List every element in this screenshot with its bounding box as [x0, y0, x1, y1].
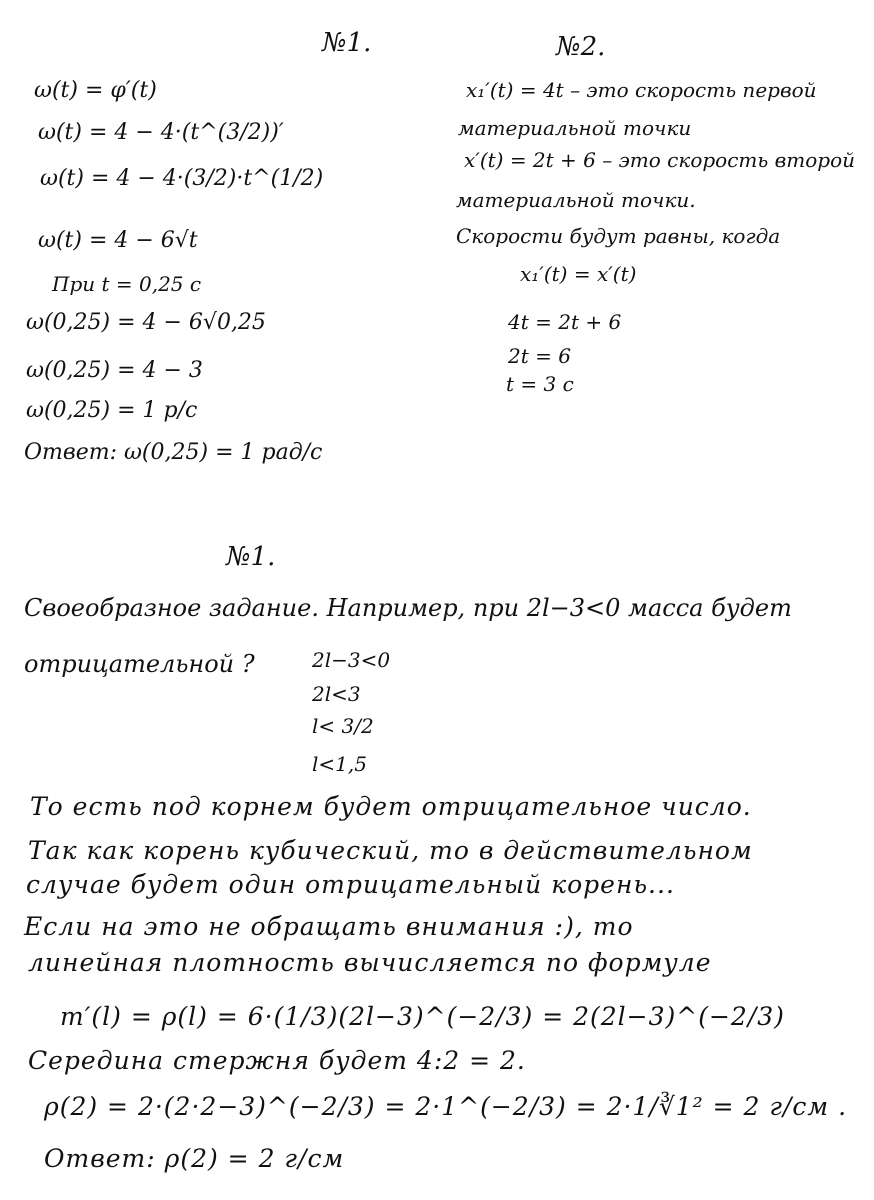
- problem3-text: линейная плотность вычисляется по формуле: [28, 948, 712, 977]
- problem2-line: x₁′(t) = 4t – это скорость первой: [466, 78, 817, 102]
- problem3-answer: Ответ: ρ(2) = 2 г/см: [44, 1144, 345, 1173]
- problem3-text: То есть под корнем будет отрицательное число.: [30, 792, 752, 821]
- problem1-line: ω(0,25) = 4 − 6√0,25: [26, 310, 266, 335]
- density-calculation: ρ(2) = 2·(2·2−3)^(−2/3) = 2·1^(−2/3) = 2·1/∛1² = 2 г/см .: [44, 1092, 848, 1121]
- problem3-text: Так как корень кубический, то в действительном: [28, 836, 753, 865]
- density-formula: m′(l) = ρ(l) = 6·(1/3)(2l−3)^(−2/3) = 2(2l−3)^(−2/3): [60, 1002, 785, 1031]
- problem2-line: материальной точки: [458, 116, 692, 140]
- inequality-line: 2l<3: [312, 682, 361, 706]
- problem2-heading: №2.: [556, 32, 606, 62]
- problem3-heading: №1.: [226, 542, 276, 572]
- problem1-line: При t = 0,25 с: [52, 272, 202, 296]
- problem3-text: случае будет один отрицательный корень...: [26, 870, 675, 899]
- problem1-answer: Ответ: ω(0,25) = 1 рад/с: [24, 440, 323, 465]
- problem1-line: ω(t) = 4 − 4·(3/2)·t^(1/2): [40, 166, 324, 191]
- problem1-line: ω(0,25) = 4 − 3: [26, 358, 203, 383]
- problem2-line: x′(t) = 2t + 6 – это скорость второй: [464, 148, 855, 172]
- problem2-line: 2t = 6: [508, 344, 571, 368]
- problem3-text: Если на это не обращать внимания :), то: [24, 912, 634, 941]
- problem2-line: 4t = 2t + 6: [508, 310, 622, 334]
- inequality-line: l< 3/2: [312, 714, 374, 738]
- problem2-line: t = 3 с: [506, 372, 574, 396]
- problem2-line: x₁′(t) = x′(t): [520, 262, 637, 286]
- inequality-line: 2l−3<0: [312, 648, 391, 672]
- problem3-intro: Своеобразное задание. Например, при 2l−3<0 масса будет: [24, 594, 792, 622]
- problem2-line: Скорости будут равны, когда: [456, 224, 781, 248]
- problem1-line: ω(0,25) = 1 р/с: [26, 398, 198, 423]
- rod-middle: Середина стержня будет 4:2 = 2.: [28, 1046, 526, 1075]
- problem1-line: ω(t) = φ′(t): [34, 78, 157, 103]
- problem1-heading: №1.: [322, 28, 372, 58]
- inequality-line: l<1,5: [312, 752, 367, 776]
- problem1-line: ω(t) = 4 − 4·(t^(3/2))′: [38, 120, 284, 145]
- problem3-intro: отрицательной ?: [24, 650, 255, 678]
- problem2-line: материальной точки.: [456, 188, 696, 212]
- problem1-line: ω(t) = 4 − 6√t: [38, 228, 198, 253]
